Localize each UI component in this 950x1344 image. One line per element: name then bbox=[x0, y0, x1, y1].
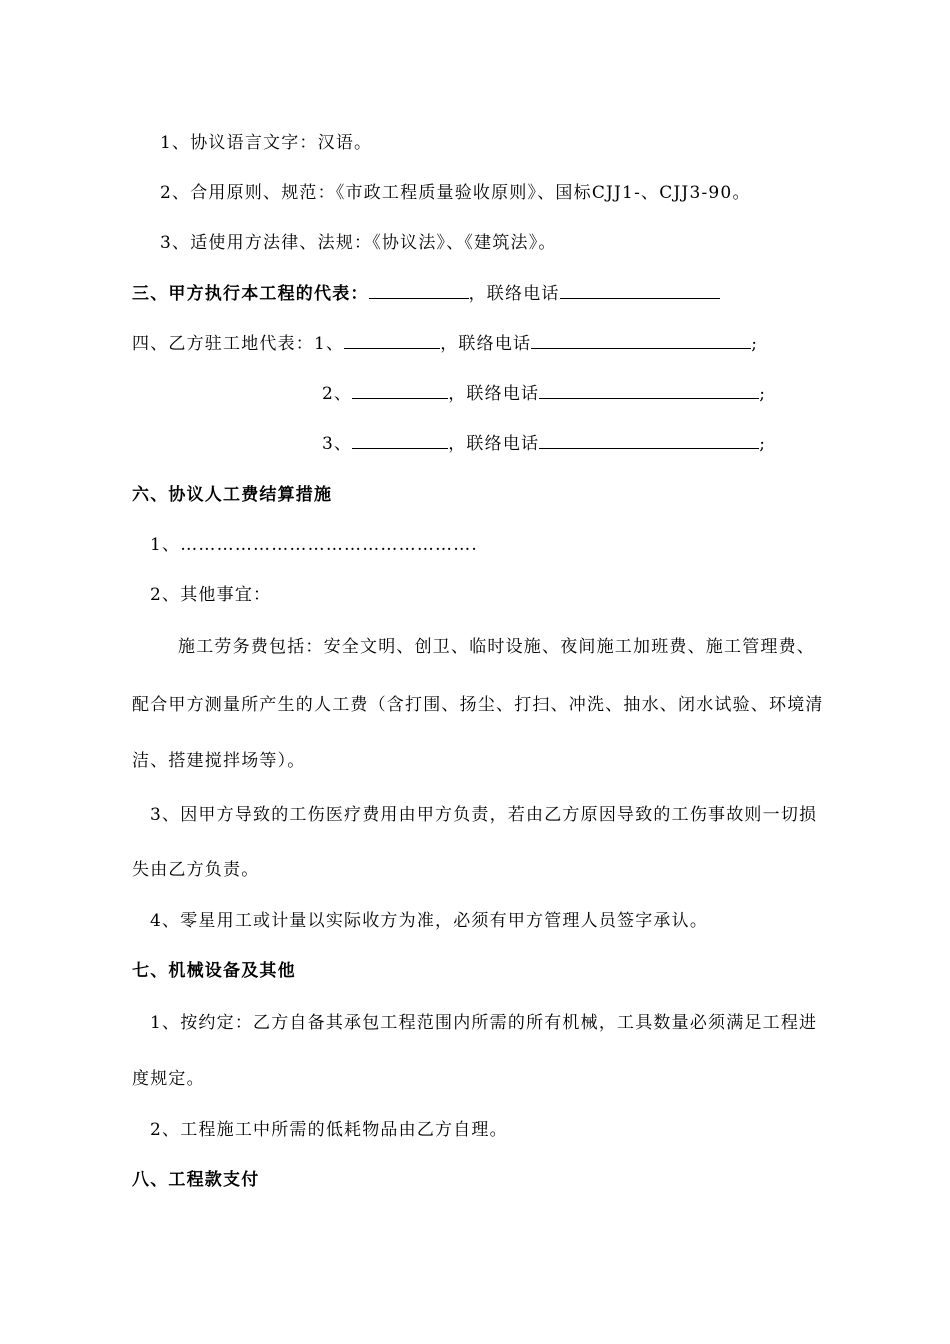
section-6-item-1: 1、…………………………………………. bbox=[150, 535, 479, 555]
phone-blank bbox=[531, 332, 751, 349]
phone-blank bbox=[539, 432, 759, 449]
section-7-item-2: 2、工程施工中所需的低耗物品由乙方自理。 bbox=[150, 1120, 508, 1140]
law-standards: 2、合用原则、规范：《市政工程质量验收原则》、国标CJJ1-、CJJ3-90。 bbox=[160, 183, 751, 203]
section-6-item-3-line-2: 失由乙方负责。 bbox=[132, 860, 260, 880]
section-6-heading: 六、协议人工费结算措施 bbox=[132, 485, 333, 505]
section-7-item-1-line-2: 度规定。 bbox=[132, 1069, 205, 1089]
representative-blank bbox=[369, 282, 469, 299]
rep-name-blank bbox=[344, 332, 440, 349]
line-end: ; bbox=[751, 334, 759, 354]
section-4-rep-1 bbox=[132, 329, 758, 354]
section-6-para-line-3: 洁、搭建搅拌场等）。 bbox=[132, 751, 306, 771]
phone-blank bbox=[539, 382, 759, 399]
section-8-heading: 八、工程款支付 bbox=[132, 1170, 260, 1190]
section-4-rep-2 bbox=[322, 379, 766, 404]
rep-name-blank bbox=[352, 432, 448, 449]
rep-number: 1、 bbox=[314, 334, 345, 354]
phone-label: ，联络电话 bbox=[448, 384, 540, 404]
law-regulations: 3、适使用方法律、法规：《协议法》、《建筑法》。 bbox=[160, 233, 557, 253]
rep-number: 3、 bbox=[322, 434, 353, 454]
phone-label: ，联络电话 bbox=[448, 434, 540, 454]
section-3-representative bbox=[132, 279, 720, 304]
section-7-heading: 七、机械设备及其他 bbox=[132, 961, 296, 981]
line-end: ; bbox=[759, 434, 767, 454]
phone-blank bbox=[560, 282, 720, 299]
section-6-para-line-2: 配合甲方测量所产生的人工费（含打围、扬尘、打扫、冲洗、抽水、闭水试验、环境清 bbox=[132, 695, 824, 715]
rep-name-blank bbox=[352, 382, 448, 399]
section-4-label: 四、乙方驻工地代表： bbox=[132, 334, 314, 354]
law-language: 1、协议语言文字：汉语。 bbox=[160, 133, 373, 153]
section-4-rep-3 bbox=[322, 429, 766, 454]
line-end: ; bbox=[759, 384, 767, 404]
section-6-para-line-1: 施工劳务费包括：安全文明、创卫、临时设施、夜间施工加班费、施工管理费、 bbox=[178, 637, 815, 657]
section-6-item-4: 4、零星用工或计量以实际收方为准，必须有甲方管理人员签字承认。 bbox=[150, 911, 709, 931]
rep-number: 2、 bbox=[322, 384, 353, 404]
phone-label: ，联络电话 bbox=[468, 284, 560, 304]
section-6-item-3-line-1: 3、因甲方导致的工伤医疗费用由甲方负责，若由乙方原因导致的工伤事故则一切损 bbox=[150, 805, 818, 825]
section-3-label: 三、甲方执行本工程的代表： bbox=[132, 284, 369, 304]
phone-label: ，联络电话 bbox=[440, 334, 532, 354]
section-7-item-1-line-1: 1、按约定：乙方自备其承包工程范围内所需的所有机械，工具数量必须满足工程进 bbox=[150, 1013, 818, 1033]
section-6-item-2: 2、其他事宜： bbox=[150, 585, 272, 605]
